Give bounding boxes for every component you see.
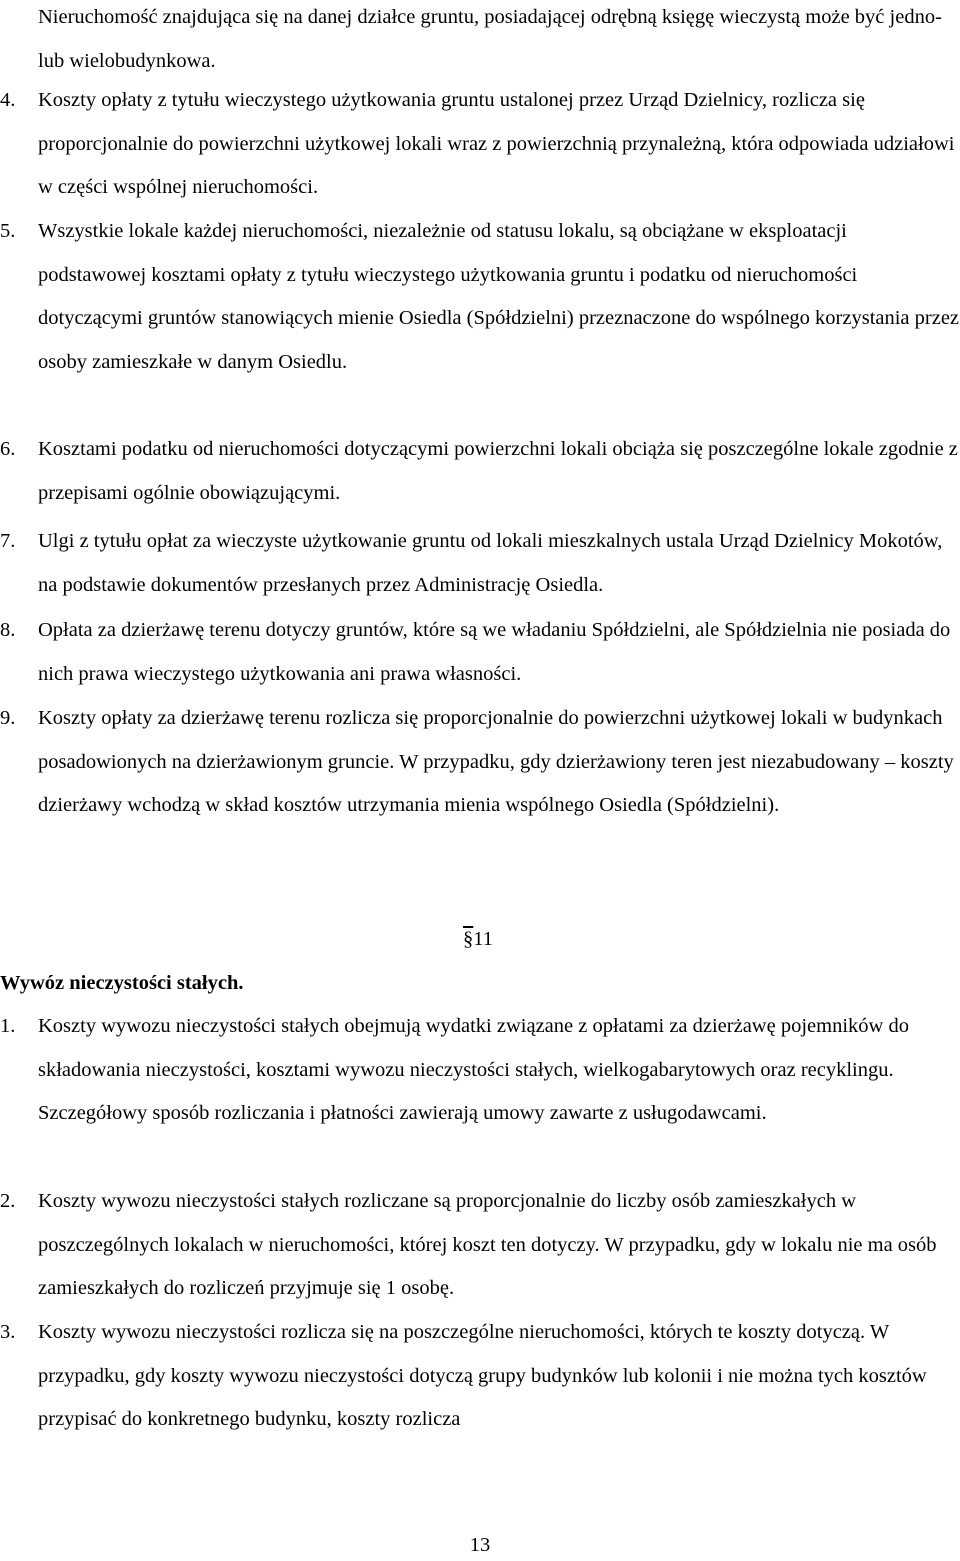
item-text: Opłata za dzierżawę terenu dotyczy gruntów, które są we władaniu Spółdzielni, ale Spółdzielnia nie posiada do nich prawa wieczystego użytkowania ani prawa własności. [38, 619, 951, 685]
section-number: 11 [473, 928, 493, 950]
item-text: Koszty opłaty z tytułu wieczystego użytkowania gruntu ustalonej przez Urząd Dzielnicy, rozlicza się proporcjonalnie do powierzchni użytkowej lokali wraz z powierzchnią przynależną, która odpowiada udziałowi w części wspólnej nieruchomości. [38, 89, 955, 198]
list-item [0, 1180, 960, 1311]
item-number: 8. [0, 619, 16, 641]
lead-paragraph [0, 0, 960, 83]
item-number: 9. [0, 707, 16, 729]
list-item [0, 210, 960, 384]
item-text: Koszty wywozu nieczystości stałych obejmują wydatki związane z opłatami za dzierżawę pojemników do składowania nieczystości, kosztami wywozu nieczystości stałych, wielkogabarytowych oraz recyklingu. Szczegółowy sposób rozliczania i płatności zawierają umowy zawarte z usługodawcami. [38, 1015, 909, 1124]
list-item [0, 1005, 960, 1136]
item-number: 7. [0, 530, 16, 552]
list-item [0, 520, 960, 607]
item-number: 3. [0, 1321, 16, 1343]
list-item [0, 428, 960, 515]
item-number: 6. [0, 438, 16, 460]
section-sign: § [463, 928, 474, 950]
lead-text: Nieruchomość znajdująca się na danej działce gruntu, posiadającej odrębną księgę wieczystą może być jedno- lub wielobudynkowa. [38, 6, 942, 72]
item-text: Ulgi z tytułu opłat za wieczyste użytkowanie gruntu od lokali mieszkalnych ustala Urząd Dzielnicy Mokotów, na podstawie dokumentów przesłanych przez Administrację Osiedla. [38, 530, 943, 596]
item-number: 5. [0, 220, 16, 242]
list-item [0, 1311, 960, 1442]
item-text: Koszty opłaty za dzierżawę terenu rozlicza się proporcjonalnie do powierzchni użytkowej lokali w budynkach posadowionych na dzierżawionym gruncie. W przypadku, gdy dzierżawiony teren jest niezabudowany – koszty dzierżawy wchodzą w skład kosztów utrzymania mienia wspólnego Osiedla (Spółdzielni). [38, 707, 954, 816]
item-text: Kosztami podatku od nieruchomości dotyczącymi powierzchni lokali obciąża się poszczególne lokale zgodnie z przepisami ogólnie obowiązującymi. [38, 438, 958, 504]
page-number: 13 [469, 1534, 491, 1556]
item-text: Wszystkie lokale każdej nieruchomości, niezależnie od statusu lokalu, są obciążane w eksploatacji podstawowej kosztami opłaty z tytułu wieczystego użytkowania gruntu i podatku od nieruchomości dotyczącymi gruntów stanowiących mienie Osiedla (Spółdzielni) przeznaczone do wspólnego korzystania przez osoby zamieszkałe w danym Osiedlu. [38, 220, 960, 373]
item-text: Koszty wywozu nieczystości rozlicza się na poszczególne nieruchomości, których te koszty dotyczą. W przypadku, gdy koszty wywozu nieczystości dotyczą grupy budynków lub kolonii i nie można tych kosztów przypisać do konkretnego budynku, koszty rozlicza [38, 1321, 927, 1430]
item-number: 2. [0, 1190, 16, 1212]
list-item [0, 79, 960, 210]
section-heading: Wywóz nieczystości stałych. [0, 972, 244, 994]
item-number: 1. [0, 1015, 16, 1037]
list-item [0, 609, 960, 696]
section-mark [463, 924, 493, 954]
item-number: 4. [0, 89, 16, 111]
list-item [0, 697, 960, 828]
item-text: Koszty wywozu nieczystości stałych rozliczane są proporcjonalnie do liczby osób zamieszkałych w poszczególnych lokalach w nieruchomości, której koszt ten dotyczy. W przypadku, gdy w lokalu nie ma osób zamieszkałych do rozliczeń przyjmuje się 1 osobę. [38, 1190, 937, 1299]
